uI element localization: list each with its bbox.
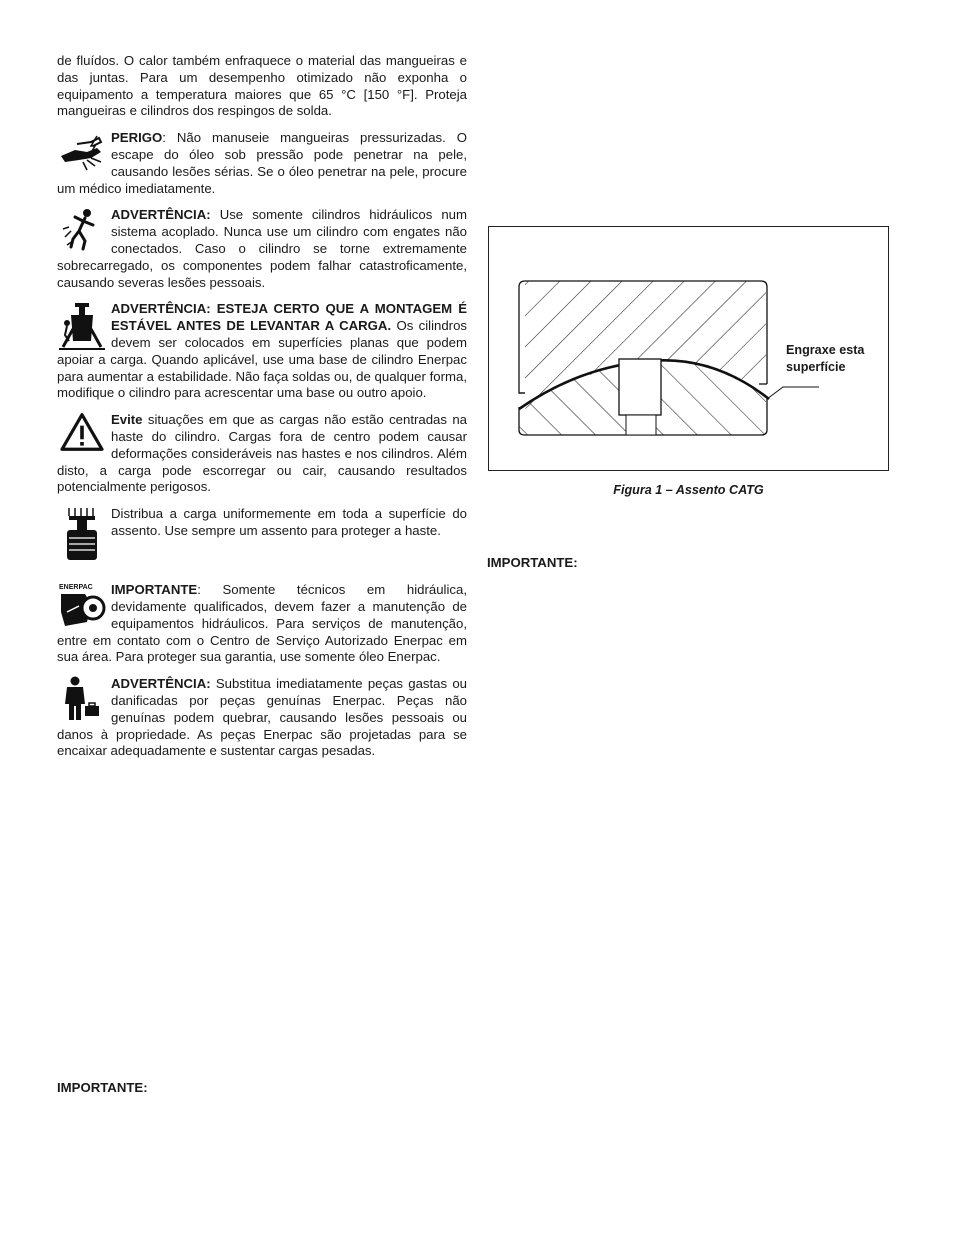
warning-lead: Evite <box>111 412 143 428</box>
grease-callout <box>786 342 864 376</box>
saddle-load-icon <box>57 506 107 564</box>
warning-lead: PERIGO <box>111 130 163 146</box>
unstable-cylinder-icon <box>57 301 107 351</box>
warning-text: situações em que as cargas não estão centradas na haste do cilindro. Cargas fora de centro podem causar deformações consideráveis nas hastes e nos cilindros. Além disto, a carga pode escorregar ou cair, causando resultados potencialmente perigosos. <box>57 412 467 495</box>
warning-lead: ADVERTÊNCIA: <box>111 676 211 692</box>
center-bore <box>619 359 661 415</box>
warning-text: Distribua a carga uniformemente em toda a superfície do assento. Use sempre um assento para proteger a haste. <box>111 506 467 538</box>
figure-caption: Figura 1 – Assento CATG <box>613 483 764 497</box>
hand-injection-icon <box>57 130 107 174</box>
warning-text: : Somente técnicos em hidráulica, devidamente qualificados, devem fazer a manutenção de equipamentos hidráulicos. Para serviços de manutenção, entre em contato com o Centro de Serviço Autorizado Enerpac em sua área. Para proteger sua garantia, use somente óleo Enerpac. <box>57 582 467 665</box>
important-heading-right: IMPORTANTE: <box>487 555 578 570</box>
falling-person-icon <box>57 207 107 251</box>
warning-text: Os cilindros devem ser colocados em superfícies planas que podem apoiar a carga. Quando aplicável, use uma base de cilindro Enerpac para aumentar a estabilidade. Não faça soldas ou, de qualquer forma, modifique o cilindro para acrescentar uma base ou outro apoio. <box>57 318 467 401</box>
enerpac-brand-label: ENERPAC <box>59 584 93 592</box>
important-heading-bottom: IMPORTANTE: <box>57 1080 148 1095</box>
warning-block-perigo <box>57 130 467 197</box>
warning-lead: IMPORTANTE <box>111 582 198 598</box>
warning-block-genuine-parts <box>57 676 467 760</box>
figure-catg-saddle <box>488 226 889 471</box>
warning-lead: ADVERTÊNCIA: <box>111 207 211 223</box>
warning-block-service <box>57 582 467 666</box>
warning-text: : Não manuseie mangueiras pressurizadas. O escape do óleo sob pressão pode penetrar na pele, causando lesões sérias. Se o óleo penetrar na pele, procure um médico imediatamente. <box>57 130 467 196</box>
enerpac-service-icon <box>57 582 107 628</box>
callout-leader <box>767 387 819 399</box>
warning-lead: ADVERTÊNCIA: ESTEJA CERTO QUE A MONTAGEM É ESTÁVEL ANTES DE LEVANTAR A CARGA. <box>111 301 467 334</box>
callout-line-1: Engraxe esta <box>786 343 865 357</box>
warning-block-stable-mount <box>57 301 467 402</box>
warning-block-saddle <box>57 506 467 568</box>
warning-text: Use somente cilindros hidráulicos num sistema acoplado. Nunca use um cilindro com engates não conectados. Caso o cilindro se torne extremamente sobrecarregado, os componentes podem falhar catastroficamente, causando severas lesões pessoais. <box>57 207 467 290</box>
left-column <box>57 53 467 770</box>
warning-block-off-center <box>57 412 467 496</box>
warning-block-coupled-system <box>57 207 467 291</box>
warning-triangle-icon <box>57 412 107 452</box>
warning-text: Substitua imediatamente peças gastas ou danificadas por peças genuínas Enerpac. Peças não genuínas podem quebrar, causando lesões pessoais ou danos à propriedade. As peças Enerpac são projetadas para se encaixar adequadamente e sustentar cargas pesadas. <box>57 676 467 759</box>
technician-parts-icon <box>57 676 107 722</box>
callout-line-2: superfície <box>786 360 846 374</box>
intro-paragraph: de fluídos. O calor também enfraquece o material das mangueiras e das juntas. Para um desempenho otimizado não exponha o equipamento a temperatura maiores que 65 °C [150 °F]. Proteja mangueiras e cilindros dos respingos de solda. <box>57 53 467 119</box>
